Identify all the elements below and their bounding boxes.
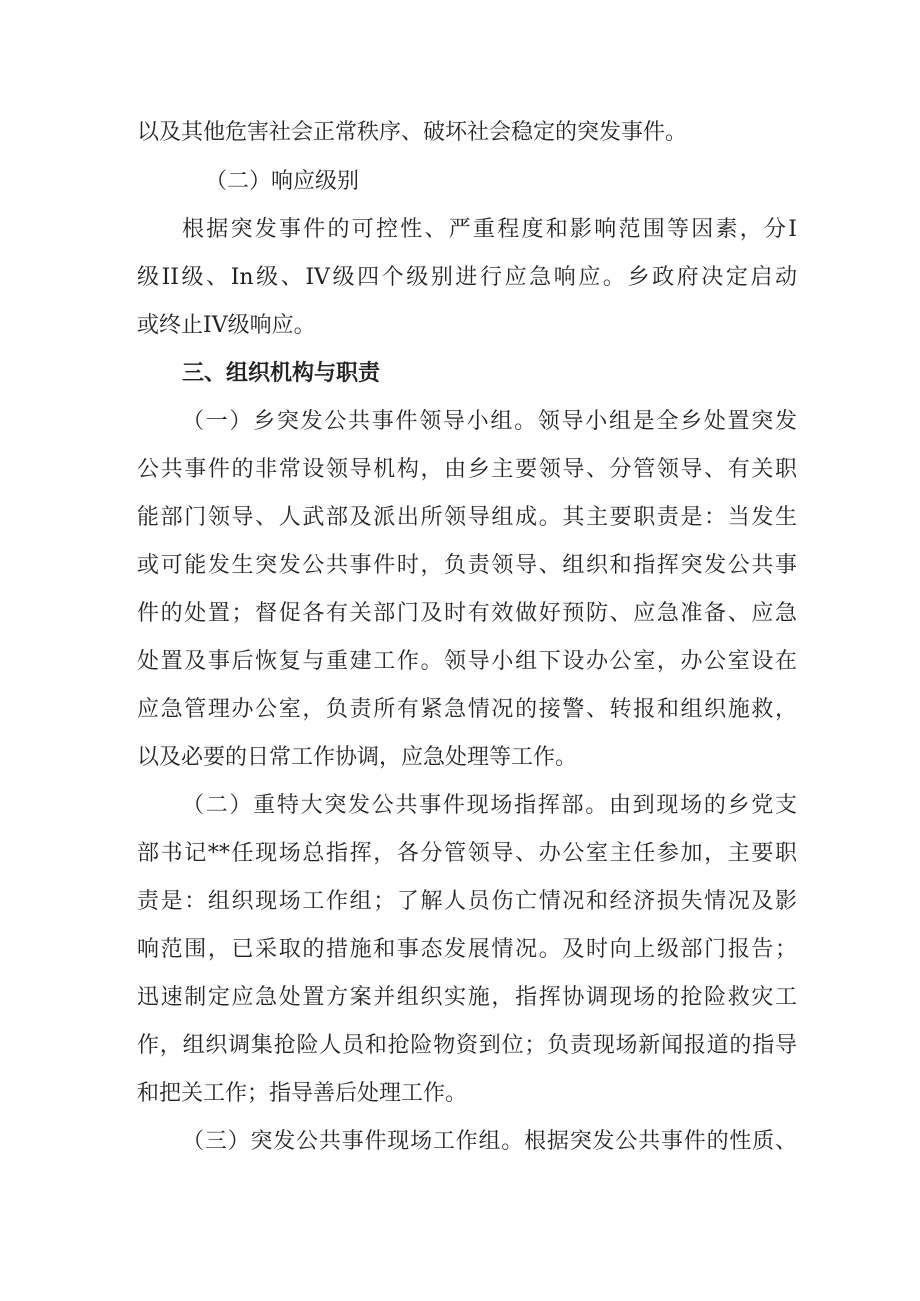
- paragraph-line: 或可能发生突发公共事件时，负责领导、组织和指挥突发公共事: [137, 553, 797, 578]
- subheading-response-level: （二）响应级别: [205, 169, 360, 194]
- paragraph-line: 迅速制定应急处置方案并组织实施，指挥协调现场的抢险救灾工: [137, 985, 797, 1010]
- paragraph-line: （三）突发公共事件现场工作组。根据突发公共事件的性质、: [182, 1129, 797, 1154]
- paragraph-line: 响范围，已采取的措施和事态发展情况。及时向上级部门报告；: [137, 937, 797, 962]
- paragraph-line: 或终止IV级响应。: [137, 313, 316, 338]
- paragraph-line: 件的处置；督促各有关部门及时有效做好预防、应急准备、应急: [137, 601, 797, 626]
- paragraph-line: 以及必要的日常工作协调，应急处理等工作。: [137, 745, 578, 770]
- paragraph-line: （一）乡突发公共事件领导小组。领导小组是全乡处置突发: [182, 409, 797, 434]
- paragraph-line: 和把关工作；指导善后处理工作。: [137, 1081, 468, 1106]
- paragraph-line: 根据突发事件的可控性、严重程度和影响范围等因素，分I: [182, 217, 797, 242]
- paragraph-line: （二）重特大突发公共事件现场指挥部。由到现场的乡党支: [182, 793, 797, 818]
- paragraph-line: 应急管理办公室，负责所有紧急情况的接警、转报和组织施救，: [137, 697, 797, 722]
- section-heading: 三、组织机构与职责: [182, 361, 381, 386]
- paragraph-line: 责是：组织现场工作组；了解人员伤亡情况和经济损失情况及影: [137, 889, 797, 914]
- paragraph-line: 部书记**任现场总指挥，各分管领导、办公室主任参加，主要职: [137, 841, 797, 866]
- paragraph-line: 作，组织调集抢险人员和抢险物资到位；负责现场新闻报道的指导: [137, 1033, 797, 1058]
- paragraph-line: 处置及事后恢复与重建工作。领导小组下设办公室，办公室设在: [137, 649, 797, 674]
- paragraph-line: 级II级、In级、IV级四个级别进行应急响应。乡政府决定启动: [137, 265, 797, 290]
- paragraph-line: 以及其他危害社会正常秩序、破坏社会稳定的突发事件。: [137, 120, 688, 145]
- paragraph-line: 公共事件的非常设领导机构，由乡主要领导、分管领导、有关职: [137, 457, 797, 482]
- paragraph-line: 能部门领导、人武部及派出所领导组成。其主要职责是：当发生: [137, 505, 797, 530]
